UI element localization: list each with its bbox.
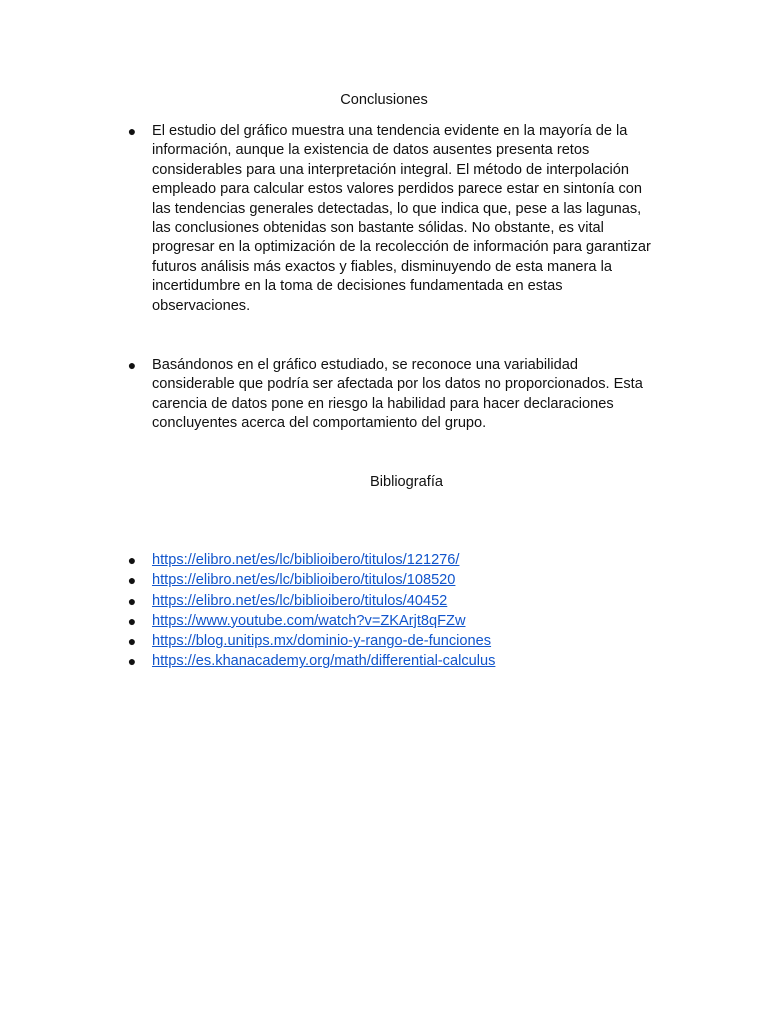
bibliography-link[interactable]: https://www.youtube.com/watch?v=ZKArjt8qFZw [152, 612, 466, 629]
bullet-dot-icon: ● [127, 612, 137, 629]
bullet-dot-icon: ● [127, 357, 137, 373]
bibliography-item [0, 631, 660, 651]
bullet-dot-icon: ● [127, 592, 137, 609]
bibliography-link[interactable]: https://elibro.net/es/lc/biblioibero/titulos/40452 [152, 592, 448, 609]
conclusions-heading: Conclusiones [340, 92, 428, 108]
bibliography-link[interactable]: https://blog.unitips.mx/dominio-y-rango-de-funciones [152, 633, 492, 650]
bullet-dot-icon: ● [127, 123, 137, 139]
conclusion-text-2: Basándonos en el gráfico estudiado, se reconoce una variabilidad considerable que podría ser afectada por los datos no proporcionados. Esta carencia de datos pone en riesgo la habilidad para hacer declaraciones concluyentes acerca del comportamiento del grupo. [152, 357, 643, 432]
bibliography-item [0, 550, 660, 570]
bullet-dot-icon: ● [127, 633, 137, 650]
bibliography-list [0, 550, 660, 672]
bibliography-link[interactable]: https://elibro.net/es/lc/biblioibero/titulos/108520 [152, 572, 456, 589]
bibliography-item [0, 591, 660, 611]
conclusions-list-2 [0, 356, 660, 434]
conclusion-paragraph [0, 356, 660, 434]
bibliography-heading: Bibliografía [369, 474, 443, 490]
conclusions-list-1 [0, 122, 660, 316]
bibliography-item [0, 651, 660, 671]
bullet-dot-icon: ● [127, 572, 137, 589]
bibliography-item [0, 611, 660, 631]
conclusion-text-1: El estudio del gráfico muestra una tendencia evidente en la mayoría de la información, aunque la existencia de datos ausentes presenta retos considerables para una interpretación integral. El método de interpolación empleado para calcular estos valores perdidos parece estar en sintonía con las tendencias generales detectadas, lo que indica que, pese a las lagunas, las conclusiones obtenidas son bastante sólidas. No obstante, es vital progresar en la optimización de la recolección de información para garantizar futuros análisis más exactos y fiables, disminuyendo de esta manera la incertidumbre en la toma de decisiones fundamentada en estas observaciones. [152, 123, 651, 314]
bibliography-link[interactable]: https://es.khanacademy.org/math/differential-calculus [152, 653, 496, 670]
bullet-dot-icon: ● [127, 552, 137, 568]
bibliography-item [0, 570, 660, 590]
bibliography-link[interactable]: https://elibro.net/es/lc/biblioibero/titulos/121276/ [152, 552, 460, 568]
conclusion-paragraph [0, 122, 660, 316]
bullet-dot-icon: ● [127, 653, 137, 670]
